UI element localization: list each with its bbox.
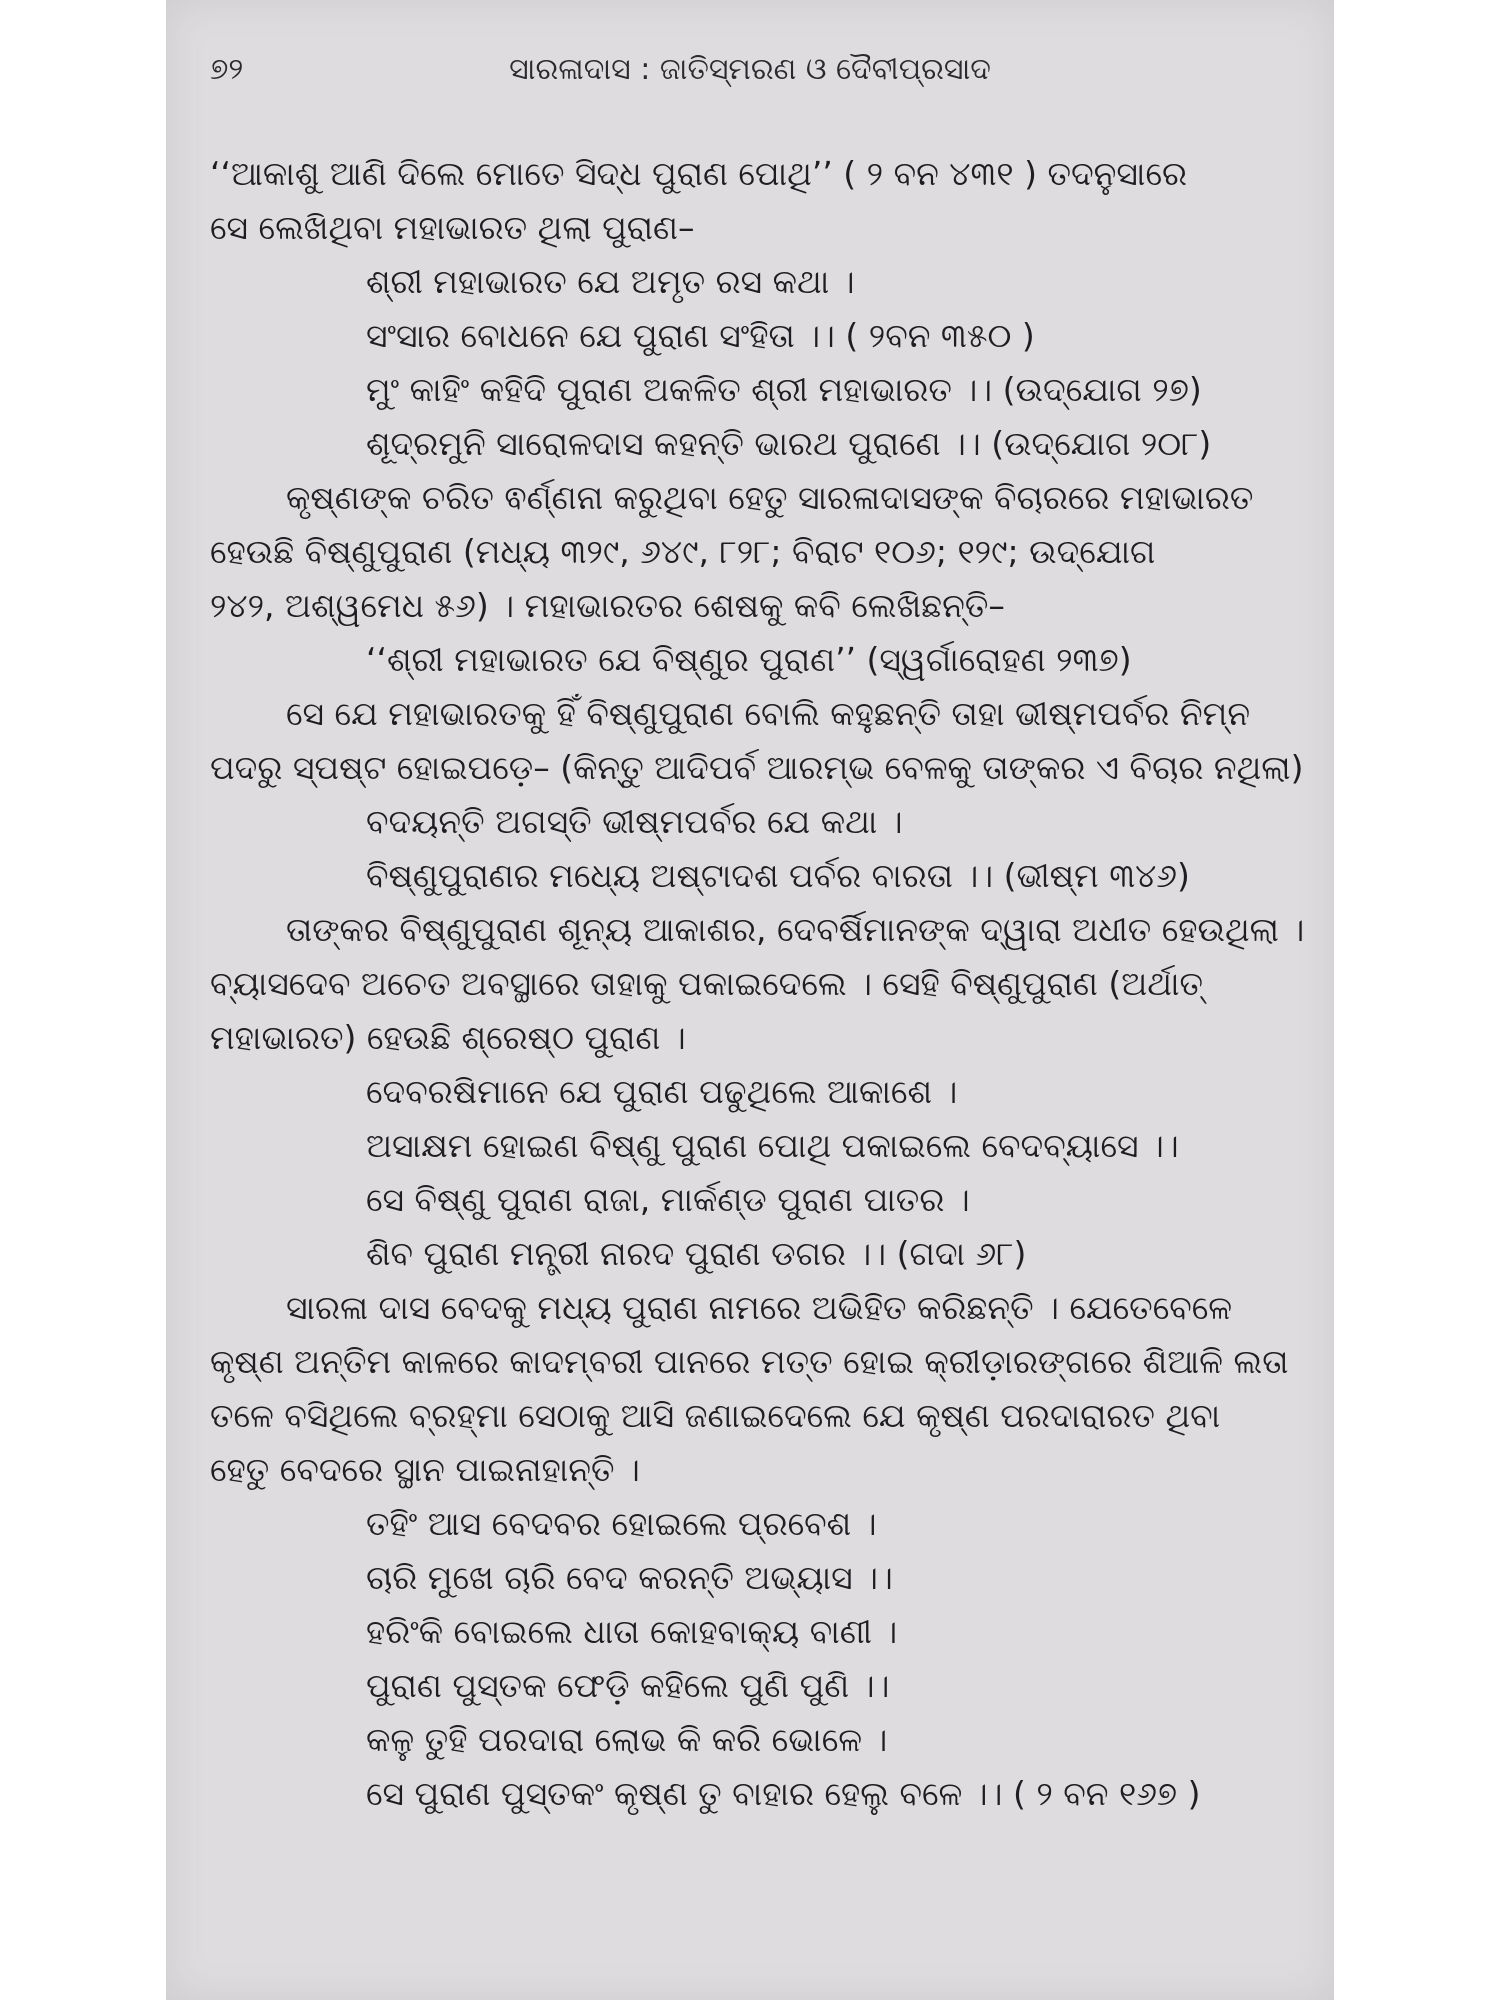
verse-line: ପୁରାଣ ପୁସ୍ତକ ଫେଡ଼ି କହିଲେ ପୁଣି ପୁଣି ।। [366, 1666, 890, 1705]
paragraph-line: ସେ ଲେଖିଥିବା ମହାଭାରତ ଥିଲା ପୁରାଣ– [210, 208, 695, 247]
verse-line: ସେ ପୁରାଣ ପୁସ୍ତକଂ କୃଷ୍ଣ ତୁ ବାହାର ହେଲୁ ବଳେ ।। ( ୨ ବନ ୧୬୭ ) [366, 1774, 1201, 1813]
verse-line: ଦେବରଷିମାନେ ଯେ ପୁରାଣ ପଢୁଥିଲେ ଆକାଶେ । [366, 1072, 958, 1111]
verse-line: ଶିବ ପୁରାଣ ମନ୍ତ୍ରୀ ନାରଦ ପୁରାଣ ଡଗର ।। (ଗଦା ୬୮) [366, 1234, 1027, 1273]
verse-line: ଚାରି ମୁଖେ ଚାରି ବେଦ କରନ୍ତି ଅଭ୍ୟାସ ।। [366, 1558, 893, 1597]
paragraph-line: କୃଷ୍ଣଙ୍କ ଚରିତ ଵର୍ଣ୍ଣନା କରୁଥିବା ହେତୁ ସାରଳାଦାସଙ୍କ ବିଚାରରେ ମହାଭାରତ [286, 478, 1254, 517]
paragraph-line: ତଳେ ବସିଥିଲେ ବ୍ରହ୍ମା ସେଠାକୁ ଆସି ଜଣାଇଦେଲେ ଯେ କୃଷ୍ଣ ପରଦାରାରତ ଥିବା [210, 1396, 1221, 1435]
paragraph-line: ହେଉଛି ବିଷ୍ଣୁପୁରାଣ (ମଧ୍ୟ ୩୨୯, ୬୪୯, ୮୨୮; ବିରାଟ ୧୦୬; ୧୨୯; ଉଦ୍‌ଯୋଗ [210, 532, 1156, 571]
verse-line: ତହିଂ ଆସ ବେଦବର ହୋଇଲେ ପ୍ରବେଶ । [366, 1504, 877, 1543]
verse-line: ବିଷ୍ଣୁପୁରାଣର ମଧ୍ୟେ ଅଷ୍ଟାଦଶ ପର୍ବର ବାରତା ।। (ଭୀଷ୍ମ ୩୪୬) [366, 856, 1190, 895]
verse-line: ଅସାକ୍ଷମ ହୋଇଣ ବିଷ୍ଣୁ ପୁରାଣ ପୋଥି ପକାଇଲେ ବେଦବ୍ୟାସେ ।। [366, 1126, 1179, 1165]
verse-line: ବଦୟନ୍ତି ଅଗସ୍ତି ଭୀଷ୍ମପର୍ବର ଯେ କଥା । [366, 802, 903, 841]
verse-line: ଶ୍ରୀ ମହାଭାରତ ଯେ ଅମୃତ ରସ କଥା । [366, 262, 855, 301]
book-page [166, 0, 1334, 2000]
verse-line: ସେ ବିଷ୍ଣୁ ପୁରାଣ ରାଜା, ମାର୍କଣ୍ଡ ପୁରାଣ ପାତର । [366, 1180, 970, 1219]
paragraph-line: ୨୪୨, ଅଶ୍ୱମେଧ ୫୬) । ମହାଭାରତର ଶେଷକୁ କବି ଲେଖିଛନ୍ତି– [210, 586, 1005, 625]
paragraph-line: ବ୍ୟାସଦେବ ଅଚେତ ଅବସ୍ଥାରେ ତାହାକୁ ପକାଇଦେଲେ । ସେହି ବିଷ୍ଣୁପୁରାଣ (ଅର୍ଥାତ୍ [210, 964, 1204, 1003]
verse-line: ସଂସାର ବୋଧନେ ଯେ ପୁରାଣ ସଂହିତା ।। ( ୨ବନ ୩୫୦ ) [366, 316, 1035, 355]
quote-line: ‘‘ଶ୍ରୀ ମହାଭାରତ ଯେ ବିଷ୍ଣୁର ପୁରାଣ’’ (ସ୍ୱର୍ଗାରୋହଣ ୨୩୭) [366, 640, 1132, 679]
paragraph-line: ସେ ଯେ ମହାଭାରତକୁ ହିଁ ବିଷ୍ଣୁପୁରାଣ ବୋଲି କହୁଛନ୍ତି ତାହା ଭୀଷ୍ମପର୍ବର ନିମ୍ନ [286, 694, 1251, 733]
paragraph-line: ପଦରୁ ସ୍ପଷ୍ଟ ହୋଇପଡ଼େ– (କିନ୍ତୁ ଆଦିପର୍ବ ଆରମ୍ଭ ବେଳକୁ ତାଙ୍କର ଏ ବିଚାର ନଥିଲା) [210, 748, 1304, 787]
paragraph-line: ‘‘ଆକାଶୁ ଆଣି ଦିଲେ ମୋତେ ସିଦ୍ଧ ପୁରାଣ ପୋଥି’’ ( ୨ ବନ ୪୩୧ ) ତଦନୁସାରେ [210, 154, 1188, 193]
page-header [166, 52, 1334, 102]
verse-line: ମୁଂ କାହିଂ କହିଦି ପୁରାଣ ଅକଳିତ ଶ୍ରୀ ମହାଭାରତ ।। (ଉଦ୍‌ଯୋଗ ୨୭) [366, 370, 1202, 409]
paragraph-line: ତାଙ୍କର ବିଷ୍ଣୁପୁରାଣ ଶୂନ୍ୟ ଆକାଶର, ଦେବର୍ଷିମାନଙ୍କ ଦ୍ୱାରା ଅଧୀତ ହେଉଥିଲା । [286, 910, 1305, 949]
paragraph-line: ମହାଭାରତ) ହେଉଛି ଶ୍ରେଷ୍ଠ ପୁରାଣ । [210, 1018, 686, 1057]
paragraph-line: ହେତୁ ବେଦରେ ସ୍ଥାନ ପାଇନାହାନ୍ତି । [210, 1450, 640, 1489]
verse-line: କଳୁ ତୁହି ପରଦାରା ଲୋଭ କି କରି ଭୋଳେ । [366, 1720, 888, 1759]
running-title: ସାରଳାଦାସ : ଜାତିସ୍ମରଣ ଓ ଦୈବୀପ୍ରସାଦ [509, 52, 991, 87]
paragraph-line: କୃଷ୍ଣ ଅନ୍ତିମ କାଳରେ କାଦମ୍ବରୀ ପାନରେ ମତ୍ତ ହୋଇ କ୍ରୀଡ଼ାରଙ୍ଗରେ ଶିଆଳି ଲତା [210, 1342, 1289, 1381]
page-number: ୭୨ [210, 52, 244, 87]
verse-line: ହରିଂକି ବୋଇଲେ ଧାତା କୋହବାକ୍ୟ ବାଣୀ । [366, 1612, 898, 1651]
verse-line: ଶୂଦ୍ରମୁନି ସାରୋଳଦାସ କହନ୍ତି ଭାରଥ ପୁରାଣେ ।। (ଉଦ୍‌ଯୋଗ ୨୦୮) [366, 424, 1212, 463]
paragraph-line: ସାରଳା ଦାସ ବେଦକୁ ମଧ୍ୟ ପୁରାଣ ନାମରେ ଅଭିହିତ କରିଛନ୍ତି । ଯେତେବେଳେ [286, 1288, 1233, 1327]
